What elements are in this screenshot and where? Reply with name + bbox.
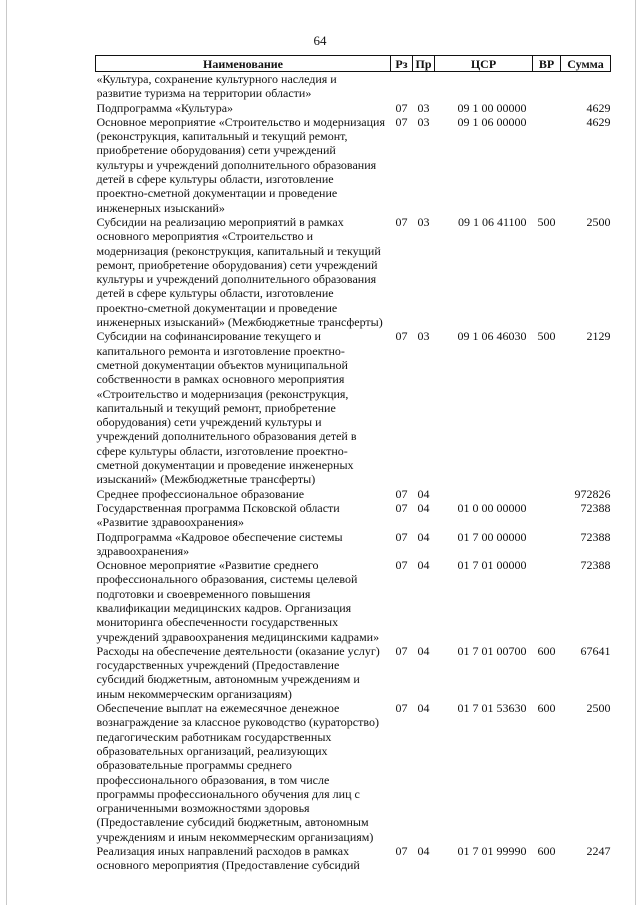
row-vr <box>533 101 561 115</box>
row-name-line: здравоохранения» <box>96 543 190 558</box>
row-vr: 500 <box>537 329 556 344</box>
row-name-line: основного мероприятия (Предоставление субсидий <box>96 858 360 873</box>
scan-right-edge <box>635 0 636 905</box>
row-name-line: сметной документации и проведение инженерных <box>96 458 354 473</box>
row-name-line: приобретение оборудования) сети учреждений <box>96 143 336 158</box>
row-name-line: Субсидии на софинансирование текущего и <box>96 329 321 344</box>
row-pr: 04 <box>417 558 430 573</box>
row-name <box>96 72 391 101</box>
row-name-line: инженерных изысканий» (Межбюджетные трансферты) <box>96 315 383 330</box>
row-vr: 500 <box>537 214 556 229</box>
row-pr: 03 <box>417 100 430 115</box>
row-name-line: вознаграждение за классное руководство (кураторство) <box>96 715 379 730</box>
row-vr <box>533 558 561 644</box>
row-name <box>96 487 391 501</box>
row-name-line: сфере культуры области, изготовление проектно- <box>96 443 348 458</box>
row-name-line: развитие туризма на территории области» <box>96 86 312 101</box>
row-name-line: сметной документации объектов муниципальной <box>96 357 348 372</box>
header-vr: ВР <box>533 56 561 72</box>
header-csr: ЦСР <box>435 56 533 72</box>
row-name-line: детей в сфере культуры области, изготовление <box>96 172 334 187</box>
row-pr: 03 <box>417 329 430 344</box>
row-name-line: Подпрограмма «Кадровое обеспечение системы <box>96 529 343 544</box>
row-vr <box>533 530 561 559</box>
row-pr: 04 <box>417 844 430 859</box>
row-name-line: ремонт, приобретение оборудования) сети учреждений <box>96 257 378 272</box>
row-name <box>96 329 391 486</box>
row-name <box>96 530 391 559</box>
row-name-line: «Развитие здравоохранения» <box>96 515 244 530</box>
table-header <box>96 56 611 72</box>
row-name-line: модернизация (реконструкция, капитальный и текущий <box>96 243 381 258</box>
row-csr: 01 0 00 00000 <box>457 500 527 515</box>
row-name-line: Подпрограмма «Культура» <box>96 100 234 115</box>
row-name-line: субсидий бюджетным, автономным учреждениям и <box>96 672 360 687</box>
row-vr: 600 <box>537 844 556 859</box>
row-pr: 03 <box>417 214 430 229</box>
row-name-line: проектно-сметной документации и проведение <box>96 186 338 201</box>
row-csr: 01 7 00 00000 <box>457 529 527 544</box>
row-name-line: подготовки и своевременного повышения <box>96 586 311 601</box>
row-name <box>96 115 391 215</box>
row-rz: 07 <box>395 214 408 229</box>
row-name-line: государственных учреждений (Предоставление <box>96 658 340 673</box>
header-row <box>96 56 611 72</box>
row-pr: 03 <box>417 114 430 129</box>
row-vr <box>533 501 561 530</box>
header-rz: Рз <box>391 56 413 72</box>
row-csr: 01 7 01 99990 <box>457 844 527 859</box>
row-name-line: оборудования) сети учреждений культуры и <box>96 415 322 430</box>
row-sum: 4629 <box>586 114 611 129</box>
row-name-line: Основное мероприятие «Строительство и модернизация <box>96 114 385 129</box>
row-name <box>96 215 391 329</box>
row-name <box>96 501 391 530</box>
row-pr <box>413 72 435 101</box>
row-name-line: учреждений здравоохранения медицинскими кадрами» <box>96 629 380 644</box>
row-rz <box>391 72 413 101</box>
table-row <box>96 701 611 844</box>
row-pr: 04 <box>417 643 430 658</box>
table-row <box>96 101 611 115</box>
row-csr: 09 1 06 00000 <box>457 114 527 129</box>
row-name-line: квалификации медицинских кадров. Организация <box>96 600 352 615</box>
row-sum: 4629 <box>586 100 611 115</box>
row-name-line: иным некоммерческим организациям) <box>96 686 292 701</box>
row-csr <box>435 72 533 101</box>
table-row <box>96 487 611 501</box>
table-row <box>96 530 611 559</box>
row-pr: 04 <box>417 529 430 544</box>
row-rz: 07 <box>395 500 408 515</box>
row-vr <box>533 487 561 501</box>
row-csr: 09 1 06 41100 <box>457 214 527 229</box>
row-rz: 07 <box>395 701 408 716</box>
row-name-line: проектно-сметной документации и проведение <box>96 300 338 315</box>
header-pr: Пр <box>413 56 435 72</box>
table-row <box>96 558 611 644</box>
row-name-line: (реконструкция, капитальный и текущий ремонт, <box>96 129 348 144</box>
row-name-line: педагогическим работникам государственных <box>96 729 332 744</box>
row-rz: 07 <box>395 844 408 859</box>
row-name-line: культуры и учреждений дополнительного образования <box>96 272 377 287</box>
row-vr <box>533 115 561 215</box>
row-name-line: Реализация иных направлений расходов в рамках <box>96 844 350 859</box>
row-sum: 72388 <box>580 529 611 544</box>
row-rz: 07 <box>395 486 408 501</box>
row-csr: 09 1 00 00000 <box>457 100 527 115</box>
row-name-line: «Строительство и модернизация (реконструкция, <box>96 386 349 401</box>
row-name-line: культуры и учреждений дополнительного образования <box>96 157 377 172</box>
scan-left-edge <box>6 0 7 905</box>
row-name-line: (Предоставление субсидий бюджетным, автономным <box>96 815 369 830</box>
row-name-line: образовательных организаций, реализующих <box>96 743 328 758</box>
row-name-line: профессионального образования, системы целевой <box>96 572 358 587</box>
table-row <box>96 644 611 701</box>
row-name-line: ограниченными возможностями здоровья <box>96 801 310 816</box>
row-vr: 600 <box>537 701 556 716</box>
header-name: Наименование <box>96 56 391 72</box>
row-sum: 972826 <box>574 486 611 501</box>
table-row <box>96 501 611 530</box>
row-name-line: «Культура, сохранение культурного наследия и <box>96 72 337 86</box>
row-name-line: Субсидии на реализацию мероприятий в рамках <box>96 214 344 229</box>
row-name-line: Основное мероприятие «Развитие среднего <box>96 558 319 573</box>
row-name <box>96 644 391 701</box>
row-pr: 04 <box>417 500 430 515</box>
row-name-line: собственности в рамках основного мероприятия <box>96 372 345 387</box>
table-row <box>96 72 611 101</box>
row-name <box>96 101 391 115</box>
table-row <box>96 215 611 329</box>
row-rz: 07 <box>395 114 408 129</box>
row-name <box>96 844 391 873</box>
row-name-line: капитального ремонта и изготовление проектно- <box>96 343 345 358</box>
table-row <box>96 115 611 215</box>
table-row <box>96 844 611 873</box>
row-sum: 2129 <box>586 329 611 344</box>
row-name-line: учреждениям и иным некоммерческим организациям) <box>96 829 374 844</box>
row-name-line: детей в сфере культуры области, изготовление <box>96 286 334 301</box>
row-csr: 01 7 01 00700 <box>457 643 527 658</box>
row-rz: 07 <box>395 558 408 573</box>
row-csr: 01 7 01 53630 <box>457 701 527 716</box>
row-name-line: инженерных изысканий» <box>96 200 225 215</box>
row-csr: 09 1 06 46030 <box>457 329 527 344</box>
row-csr: 01 7 01 00000 <box>457 558 527 573</box>
table-row <box>96 329 611 486</box>
row-sum: 67641 <box>580 643 611 658</box>
page-number: 64 <box>313 33 327 48</box>
row-name-line: Среднее профессиональное образование <box>96 486 305 501</box>
row-csr <box>435 487 533 501</box>
budget-table <box>95 55 611 873</box>
row-name-line: изысканий» (Межбюджетные трансферты) <box>96 472 316 487</box>
row-name-line: мониторинга обеспеченности государственных <box>96 615 339 630</box>
row-name-line: учреждений дополнительного образования детей в <box>96 429 357 444</box>
row-vr: 600 <box>537 643 556 658</box>
row-name <box>96 558 391 644</box>
row-name-line: образовательные программы среднего <box>96 758 292 773</box>
row-name-line: Расходы на обеспечение деятельности (оказание услуг) <box>96 643 380 658</box>
table-body <box>96 72 611 873</box>
row-rz: 07 <box>395 100 408 115</box>
row-name-line: профессионального образования, в том числе <box>96 772 330 787</box>
row-sum <box>561 72 611 101</box>
row-name-line: капитальный и текущий ремонт, приобретение <box>96 400 336 415</box>
row-name-line: основного мероприятия «Строительство и <box>96 229 313 244</box>
row-sum: 2247 <box>586 844 611 859</box>
row-sum: 72388 <box>580 558 611 573</box>
row-sum: 2500 <box>586 214 611 229</box>
row-name-line: Обеспечение выплат на ежемесячное денежное <box>96 701 340 716</box>
row-name-line: Государственная программа Псковской области <box>96 500 340 515</box>
row-sum: 2500 <box>586 701 611 716</box>
row-rz: 07 <box>395 529 408 544</box>
row-pr: 04 <box>417 701 430 716</box>
row-name-line: программы профессионального обучения для лиц с <box>96 786 360 801</box>
header-sum: Сумма <box>561 56 611 72</box>
row-rz: 07 <box>395 643 408 658</box>
row-sum: 72388 <box>580 500 611 515</box>
row-rz: 07 <box>395 329 408 344</box>
row-vr <box>533 72 561 101</box>
row-name <box>96 701 391 844</box>
row-pr: 04 <box>417 486 430 501</box>
